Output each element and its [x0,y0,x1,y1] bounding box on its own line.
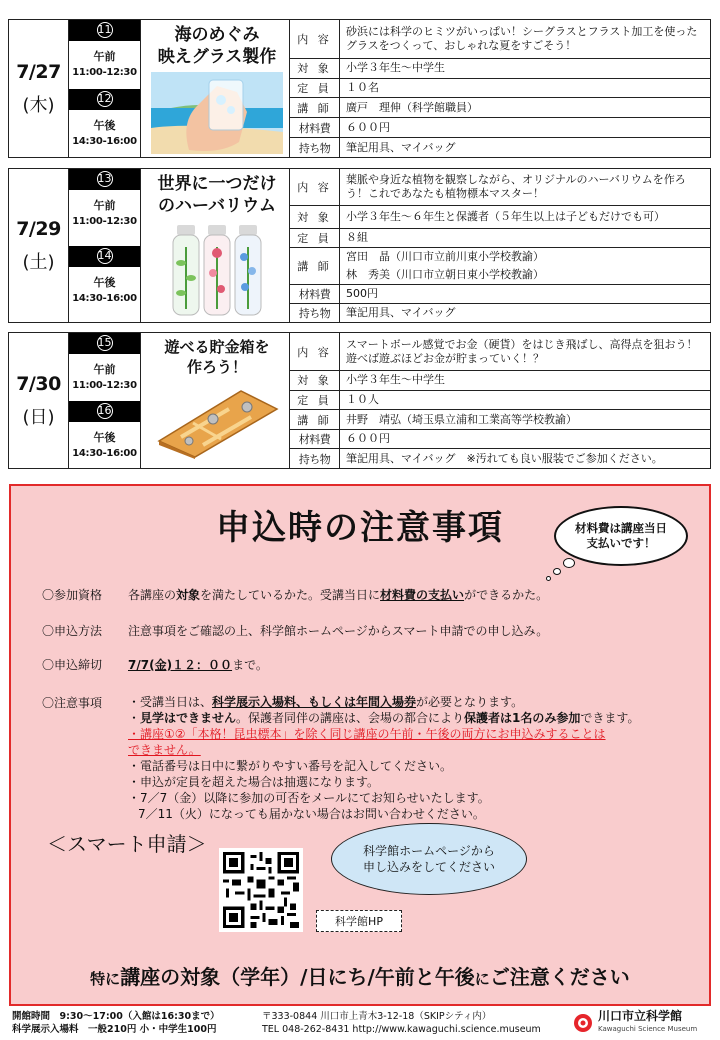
am-label: 午前 [93,50,116,63]
info-row-target: 対 象 小学３年生～中学生 [290,371,710,391]
info-row-target: 対 象 小学３年生～６年生と保護者（５年生以上は子どもだけでも可） [290,206,710,229]
course-date [9,333,69,468]
time-slots [69,20,141,157]
info-row-fee: 材料費 500円 [290,285,710,304]
caution-item: ・見学はできません。保護者同伴の講座は、会場の都合により保護者は1名のみ参加できます。 [128,711,640,725]
fee-reminder-bubble: 材料費は講座当日 支払いです！ [554,506,688,566]
thought-dot [546,576,551,581]
museum-logo-icon [572,1012,594,1034]
footer [0,1008,720,1040]
course-number: 11 [69,20,140,41]
museum-hours-fees: 開館時間 9:30～17:00（入館は16:30まで） 科学展示入場料 一般210円 小・中学生100円 [12,1011,220,1035]
teacher-name: 林 秀美（川口市立朝日東小学校教諭） [346,267,544,281]
info-row-fee: 材料費 ６００円 [290,118,710,138]
museum-hp-label: 科学館HP [316,910,402,932]
smart-application-heading: ＜スマート申請＞ [47,832,207,856]
course-number: 12 [69,89,140,110]
eligibility-row: 〇参加資格 各講座の対象を満たしているかた。受講当日に材料費の支払いができるかた。 [42,588,549,602]
weekday-text: (土) [22,251,55,273]
course-number: 16 [69,401,140,422]
thought-dot [563,558,575,568]
course-card-3 [8,332,711,469]
am-slot [69,333,140,401]
info-row-teacher: 講 師 井野 靖弘（埼玉県立浦和工業高等学校教諭） [290,410,710,430]
pm-slot [69,89,140,158]
course-info-table [289,169,710,322]
qr-code[interactable] [219,848,303,932]
pm-slot [69,246,140,323]
info-row-fee: 材料費 ６００円 [290,430,710,450]
info-row-content: 内 容 砂浜には科学のヒミツがいっぱい！シーグラスとフラスト加工を使ったグラスをつくって、おしゃれな夏をすごそう！ [290,20,710,59]
info-row-teacher: 講 師 廣戸 理伸（科学館職員） [290,98,710,118]
museum-logo: 川口市立科学館 Kawaguchi Science Museum [572,1010,697,1036]
course-info-table [289,333,710,468]
am-slot [69,20,140,89]
speech-bubble: 科学館ホームページから 申し込みをしてください [331,823,527,895]
pm-slot [69,401,140,469]
caution-item: ・電話番号は日中に繋がりやすい番号を記入してください。 [128,759,453,773]
info-row-capacity: 定 員 １０人 [290,391,710,411]
sea-glass-illustration [151,72,283,154]
info-row-target: 対 象 小学３年生～中学生 [290,59,710,79]
info-row-content: 内 容 葉脈や身近な植物を観察しながら、オリジナルのハーバリウムを作ろう！これであなたも植物標本マスター！ [290,169,710,206]
weekday-text: (木) [22,94,55,116]
caution-item: ・7／7（金）以降に参加の可否をメールにてお知らせいたします。 [128,791,490,805]
course-title: 遊べる貯金箱を 作ろう！ [164,338,270,376]
course-number: 13 [69,169,140,190]
course-date [9,169,69,322]
caution-item: ・申込が定員を超えた場合は抽選になります。 [128,775,380,789]
museum-contact: 〒333-0844 川口市上青木3-12-18（SKIPシティ内） TEL 048-262-8431 http://www.kawaguchi.science.museum [262,1011,541,1035]
am-time: 11:00-12:30 [72,67,137,78]
method-row: 〇申込方法 注意事項をご確認の上、科学館ホームページからスマート申請での申し込み。 [42,624,549,638]
attention-message: 特に講座の対象（学年）/日にち/午前と午後にご注意ください [90,965,630,989]
am-label: 午前 [93,199,116,212]
info-row-capacity: 定 員 ８組 [290,229,710,248]
caution-item-red: ・講座①②「本格！昆虫標本」を除く同じ講座の午前・午後の両方にお申込みすることは [128,727,606,741]
info-row-items: 持ち物 筆記用具、マイバッグ [290,138,710,157]
caution-item: ・受講当日は、科学展示入場料、もしくは年間入場券が必要となります。 [128,695,524,709]
pm-time: 14:30-16:00 [72,447,137,459]
date-text: 7/30 [16,372,61,395]
am-slot [69,169,140,246]
cautions-key: 〇注意事項 [42,696,103,710]
info-row-items: 持ち物 筆記用具、マイバッグ [290,304,710,322]
time-slots [69,333,141,468]
am-time: 11:00-12:30 [72,216,137,227]
info-row-capacity: 定 員 １０名 [290,79,710,99]
info-row-teacher: 講 師 宮田 晶（川口市立前川東小学校教諭） 林 秀美（川口市立朝日東小学校教諭） [290,248,710,285]
course-title: 海のめぐみ 映えグラス製作 [157,25,277,67]
pm-label: 午後 [93,275,116,289]
cautions-list [128,694,639,822]
date-text: 7/29 [16,217,61,240]
teacher-name: 宮田 晶（川口市立前川東小学校教諭） [346,249,544,263]
course-info-table [289,20,710,157]
time-slots [69,169,141,322]
course-card-2 [8,168,711,323]
info-row-items: 持ち物 筆記用具、マイバッグ ※汚れても良い服装でご参加ください。 [290,449,710,468]
application-notice [9,484,711,1006]
herbarium-bottles-illustration [151,223,283,319]
deadline-row: 〇申込締切 7/7(金)１２：００まで。 [42,658,268,672]
am-label: 午前 [93,363,116,376]
course-number: 15 [69,333,140,354]
course-date [9,20,69,157]
course-card-1 [8,19,711,158]
info-row-content: 内 容 スマートボール感覚でお金（硬貨）をはじき飛ばし、高得点を狙おう！遊べば遊ぶほどお金が貯まっていく！？ [290,333,710,371]
pm-time: 14:30-16:00 [72,135,137,147]
caution-item-red: できません。 [128,743,201,757]
coin-bank-board-illustration [151,383,283,459]
notice-title: 申込時の注意事項 [216,508,504,548]
pm-label: 午後 [93,430,116,444]
pm-time: 14:30-16:00 [72,292,137,304]
course-number: 14 [69,246,140,267]
weekday-text: (日) [22,406,55,428]
course-title: 世界に一つだけ のハーバリウム [157,174,277,216]
am-time: 11:00-12:30 [72,380,137,391]
pm-label: 午後 [93,118,116,132]
date-text: 7/27 [16,60,61,83]
thought-dot [553,568,561,575]
caution-item: 7／11（火）になっても届かない場合はお問い合わせください。 [138,807,485,821]
